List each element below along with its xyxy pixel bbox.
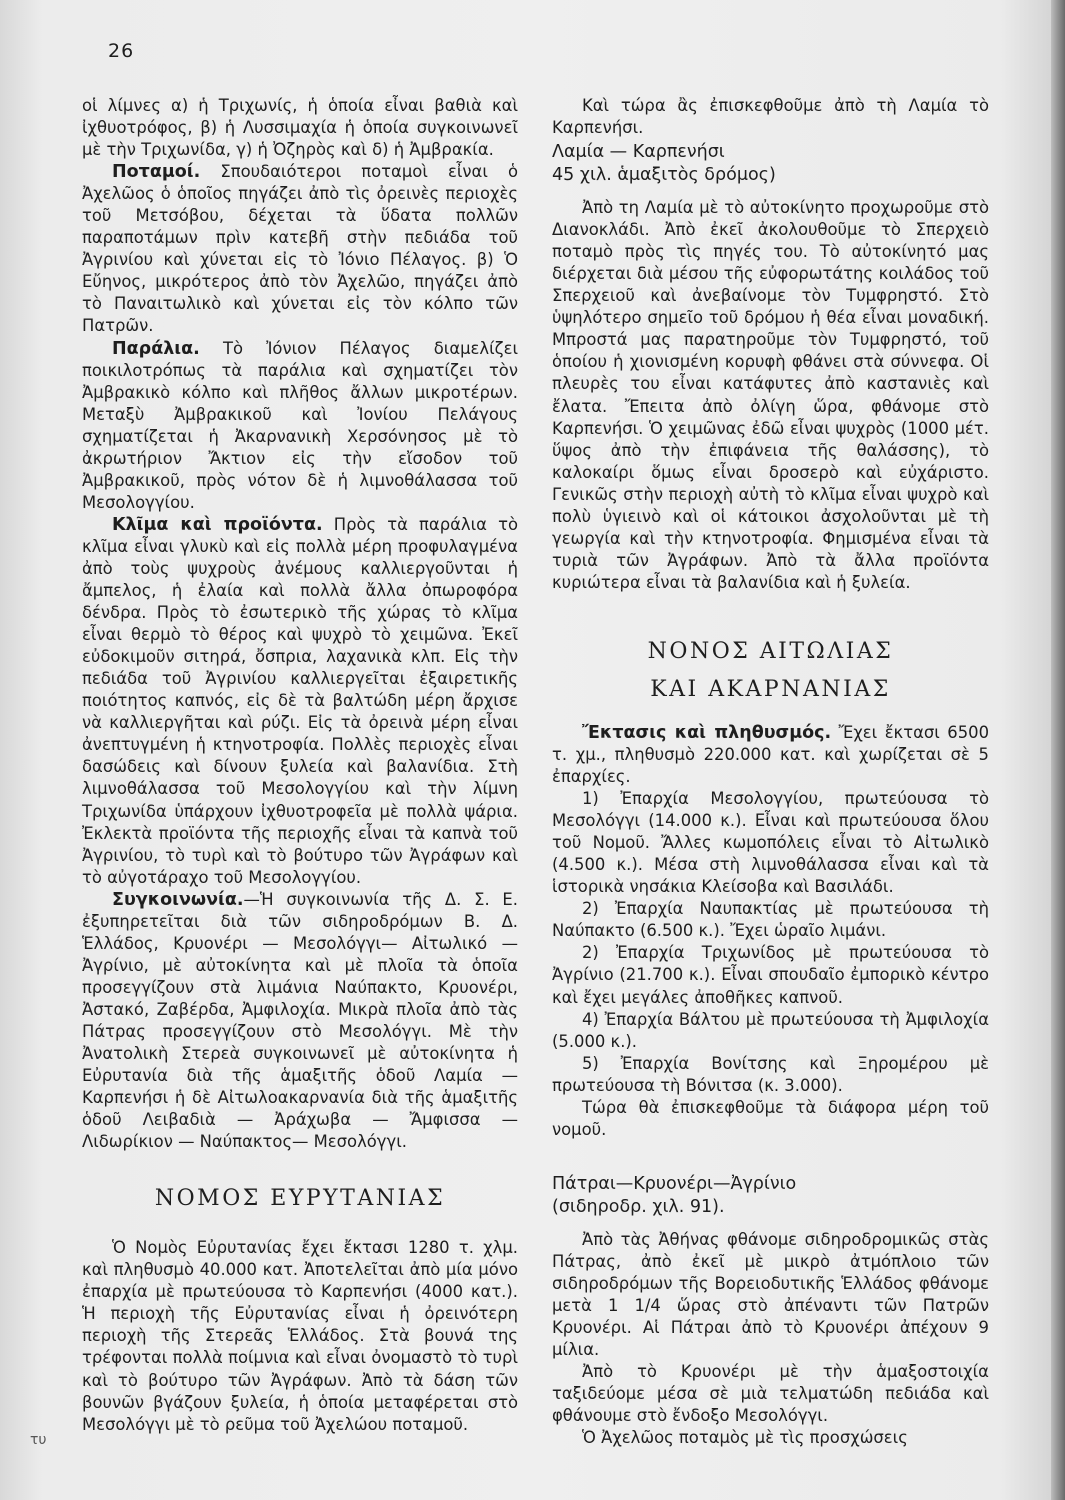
province-vonitsa: 5) Ἐπαρχία Βονίτσης καὶ Ξηρομέρου μὲ πρωτεύουσα τὴ Βόνιτσα (κ. 3.000).	[552, 1053, 989, 1095]
route-patras-agrinio-title: Πάτραι—Κρυονέρι—Ἀγρίνιο	[552, 1173, 797, 1194]
climate-heading: Κλῖμα καὶ προϊόντα.	[112, 514, 323, 535]
right-intro: Καὶ τώρα ἂς ἐπισκεφθοῦμε ἀπὸ τὴ Λαμία τὸ Καρπενήσι.	[552, 96, 989, 138]
province-outro: Τώρα θὰ ἐπισκεφθοῦμε τὰ διάφορα μέρη τοῦ νομοῦ.	[552, 1097, 989, 1139]
rivers-paragraph	[82, 161, 518, 337]
eurytania-paragraph: Ὁ Νομὸς Εὐρυτανίας ἔχει ἔκτασι 1280 τ. χλμ. καὶ πληθυσμὸ 40.000 κατ. Ἀποτελεῖται ἀπὸ μία μόνο ἐπαρχία μὲ πρωτεύουσα τὸ Καρπενήσι (4000 κατ.). Ἡ περιοχὴ τῆς Εὐρυτανίας εἶναι ἡ ὀρεινότερη περιοχὴ τῆς Στερεᾶς Ἑλλάδος. Στὰ βουνά της τρέφονται πολλὰ ποίμνια καὶ εἶναι ὀνομαστὸ τὸ τυρὶ καὶ τὸ βούτυρο τῶν Ἀγράφων. Ἀπὸ τὰ δάση τῶν βουνῶν βγάζουν ξυλεία, ἡ ὁποία μεταφέρεται στὸ Μεσολόγγι μὲ τὸ ρεῦμα τοῦ Ἀχελώου ποταμοῦ.	[82, 1238, 518, 1434]
province-valtos: 4) Ἐπαρχία Βάλτου μὲ πρωτεύουσα τὴ Ἀμφιλοχία (5.000 κ.).	[552, 1009, 989, 1051]
area-paragraph	[552, 722, 989, 788]
route-lamia-karpenisi-text: Ἀπὸ τη Λαμία μὲ τὸ αὐτοκίνητο προχωροῦμε στὸ Διανοκλάδι. Ἀπὸ ἐκεῖ ἀκολουθοῦμε τὸ Σπερχειὸ ποταμὸ πρὸς τὶς πηγές του. Τὸ αὐτοκίνητό μας διέρχεται διὰ μέσου τῆς εὐφορωτάτης κοιλάδος τοῦ Σπερχειοῦ καὶ ἀνεβαίνομε τὸν Τυμφρηστό. Στὸ ὑψηλότερο σημεῖο τοῦ δρόμου ἡ θέα εἶναι μοναδική. Μπροστά μας παρατηροῦμε τὸν Τυμφρηστό, τοῦ ὁποίου ἡ χιονισμένη κορυφὴ φθάνει στὰ σύννεφα. Οἱ πλευρὲς του εἶναι κατάφυτες ἀπὸ καστανιὲς καὶ ἔλατα. Ἔπειτα ἀπὸ ὀλίγη ὥρα, φθάνομε στὸ Καρπενήσι. Ὁ χειμῶνας ἐδῶ εἶναι ψυχρὸς (1000 μέτ. ὕψος ἀπὸ τὴν ἐπιφάνεια τῆς θαλάσσης), τὸ καλοκαίρι ὅμως εἶναι δροσερὸ καὶ εὐχάριστο. Γενικῶς στὴν περιοχὴ αὐτὴ τὸ κλῖμα εἶναι ψυχρὸ καὶ πολὺ ὑγιεινὸ καὶ οἱ κάτοικοι ἀσχολοῦνται μὲ τὴ γεωργία καὶ τὴν κτηνοτροφία. Φημισμένα εἶναι τὰ τυριὰ τῶν Ἀγράφων. Ἀπὸ τὰ ἄλλα προϊόντα κυριώτερα εἶναι τὰ βαλανίδια καὶ ἡ ξυλεία.	[552, 198, 989, 592]
lakes-paragraph: οἱ λίμνες α) ἡ Τριχωνίς, ἡ ὁποία εἶναι βαθιὰ καὶ ἰχθυοτρόφος, β) ἡ Λυσσιμαχία ἡ ὁποία συγκοινωνεῖ μὲ τὴν Τριχωνίδα, γ) ἡ Ὀζηρὸς καὶ δ) ἡ Ἀμβρακία.	[82, 96, 518, 160]
route-patras-agrinio-distance: (σιδηροδρ. χιλ. 91).	[552, 1196, 725, 1217]
coast-heading: Παράλια.	[112, 338, 200, 359]
route-patras-text-2: Ἀπὸ τὸ Κρυονέρι μὲ τὴν ἁμαξοστοιχία ταξιδεύομε μέσα σὲ μιὰ τελματώδη πεδιάδα καὶ φθάνουμε στὸ ἔνδοξο Μεσολόγγι.	[552, 1362, 989, 1426]
section-title-eurytania: ΝΟΜΟΣ ΕΥΡΥΤΑΝΙΑΣ	[154, 1186, 446, 1212]
page-number: 26	[108, 40, 135, 62]
right-column	[552, 95, 989, 1449]
transport-heading: Συγκοινωνία.	[112, 889, 244, 910]
section-title-aitolia-1: ΝΟΝΟΣ ΑΙΤΩΛΙΑΣ	[647, 638, 894, 664]
rivers-text: Σπουδαιότεροι ποταμοὶ εἶναι ὁ Ἀχελῶος ὁ ὁποῖος πηγάζει ἀπὸ τὶς ὀρεινὲς περιοχὲς τοῦ Μετσόβου, δέχεται τὰ ὕδατα πολλῶν παραποτάμων πρὶν κατεβῆ στὴν πεδιάδα τοῦ Ἀγρινίου καὶ χύνεται εἰς τὸ Ἰόνιο Πέλαγος. β) Ὁ Εὔηνος, μικρότερος ἀπὸ τὸν Ἀχελῶο, πηγάζει ἀπὸ τὸ Παναιτωλικὸ καὶ χύνεται εἰς τὸν κόλπο τῶν Πατρῶν.	[82, 162, 518, 336]
section-title-aitolia-2: ΚΑΙ ΑΚΑΡΝΑΝΙΑΣ	[650, 676, 891, 702]
footer-mark: τυ	[30, 1432, 47, 1448]
left-column	[82, 95, 518, 1436]
province-mesolongi: 1) Ἐπαρχία Μεσολογγίου, πρωτεύουσα τὸ Μεσολόγγι (14.000 κ.). Εἶναι καὶ πρωτεύουσα ὅλου τοῦ Νομοῦ. Ἄλλες κωμοπόλεις εἶναι τὸ Αἰτωλικὸ (4.500 κ.). Μέσα στὴ λιμνοθάλασσα εἶναι καὶ τὰ ἱστορικὰ νησάκια Κλείσοβα καὶ Βασιλάδι.	[552, 789, 989, 897]
area-heading: Ἔκτασις καὶ πληθυσμός.	[582, 722, 832, 743]
area-text: Ἔχει ἔκτασι 6500 τ. χμ., πληθυσμὸ 220.000 κατ. καὶ χωρίζεται σὲ 5 ἐπαρχίες.	[552, 722, 990, 787]
province-trichonida: 2) Ἐπαρχία Τριχωνίδος μὲ πρωτεύουσα τὸ Ἀγρίνιο (21.700 κ.). Εἶναι σπουδαῖο ἐμπορικὸ κέντρο καὶ ἔχει μεγάλες ἀποθῆκες καπνοῦ.	[552, 943, 989, 1007]
route-lamia-karpenisi-title: Λαμία — Καρπενήσι	[552, 142, 725, 163]
transport-paragraph	[82, 889, 518, 1154]
coast-paragraph	[82, 338, 518, 514]
route-lamia-karpenisi-distance: 45 χιλ. ἁμαξιτὸς δρόμος)	[552, 165, 776, 186]
route-patras-text-1: Ἀπὸ τὰς Ἀθήνας φθάνομε σιδηροδρομικῶς στὰς Πάτρας, ἀπὸ ἐκεῖ μὲ μικρὸ ἀτμόπλοιο τῶν σιδηροδρόμων τῆς Βορειοδυτικῆς Ἑλλάδος φθάνομε μετὰ 1 1/4 ὥρας στὸ ἀπέναντι τῶν Πατρῶν Κρυονέρι. Αἱ Πάτραι ἀπὸ τὸ Κρυονέρι ἀπέχουν 9 μίλια.	[552, 1229, 989, 1360]
page-edge-shadow	[1051, 0, 1065, 1500]
climate-text: Πρὸς τὰ παράλια τὸ κλῖμα εἶναι γλυκὺ καὶ εἰς πολλὰ μέρη προφυλαγμένα ἀπὸ τοὺς ψυχροὺς ἀνέμους καλλιεργοῦνται ἡ ἄμπελος, ἡ ἐλαία καὶ πολλὰ ἄλλα ὀπωροφόρα δένδρα. Πρὸς τὸ ἐσωτερικὸ τῆς χώρας τὸ κλῖμα εἶναι θερμὸ τὸ θέρος καὶ ψυχρὸ τὸ χειμῶνα. Ἐκεῖ εὐδοκιμοῦν σιτηρά, ὄσπρια, λαχανικὰ κλπ. Εἰς τὴν πεδιάδα τοῦ Ἀγρινίου καλλιεργεῖται ἐξαιρετικῆς ποιότητος καπνός, εἰς δὲ τὰ βαλτώδη μέρη ἄρχισε νὰ καλλιεργῆται καὶ ρύζι. Εἰς τὰ ὀρεινὰ μέρη εἶναι ἀνεπτυγμένη ἡ κτηνοτροφία. Πολλὲς περιοχὲς εἶναι δασώδεις καὶ δίνουν ξυλεία καὶ βαλανίδια. Στὴ λιμνοθάλασσα τοῦ Μεσολογγίου καὶ τὴν λίμνη Τριχωνίδα ὑπάρχουν ἰχθυοτροφεῖα μὲ πολλὰ ψάρια. Ἐκλεκτὰ προϊόντα τῆς περιοχῆς εἶναι τὰ καπνὰ τοῦ Ἀγρινίου, τὸ τυρὶ καὶ τὸ βούτυρο τῶν Ἀγράφων καὶ τὸ αὐγοτάραχο τοῦ Μεσολογγίου.	[82, 514, 518, 887]
rivers-heading: Ποταμοί.	[112, 162, 201, 183]
route-patras-text-3: Ὁ Ἀχελῶος ποταμὸς μὲ τὶς προσχώσεις	[582, 1428, 908, 1448]
coast-text: Τὸ Ἰόνιον Πέλαγος διαμελίζει ποικιλοτρόπως τὰ παράλια καὶ σχηματίζει τὸν Ἀμβρακικὸ κόλπο καὶ πλῆθος ἄλλων μικροτέρων. Μεταξὺ Ἀμβρακικοῦ καὶ Ἰονίου Πελάγους σχηματίζεται ἡ Ἀκαρνανικὴ Χερσόνησος μὲ τὸ ἀκρωτήριον Ἄκτιον εἰς τὴν εἴσοδον τοῦ Ἀμβρακικοῦ, πρὸς νότον δὲ ἡ λιμνοθάλασσα τοῦ Μεσολογγίου.	[82, 338, 518, 512]
transport-text: —Ἡ συγκοινωνία τῆς Δ. Σ. Ε. ἐξυπηρετεῖται διὰ τῶν σιδηροδρόμων Β. Δ. Ἑλλάδος, Κρυονέρι — Μεσολόγγι— Αἰτωλικό —Ἀγρίνιο, μὲ αὐτοκίνητα καὶ μὲ πλοῖα τὰ ὁποῖα προσεγγίζουν στὰ λιμάνια Ναύπακτο, Κρυονέρι, Ἀστακό, Ζαβέρδα, Ἀμφιλοχία. Μικρὰ πλοῖα ἀπὸ τὰς Πάτρας προσεγγίζουν στὸ Μεσολόγγι. Μὲ τὴν Ἀνατολικὴ Στερεὰ συγκοινωνεῖ μὲ αὐτοκίνητα ἡ Εὐρυτανία διὰ τῆς ἁμαξιτῆς ὁδοῦ Λαμία — Καρπενήσι ἡ δὲ Αἰτωλοακαρνανία διὰ τῆς ἁμαξιτῆς ὁδοῦ Λειβαδιὰ — Ἀράχωβα — Ἄμφισσα — Λιδωρίκιον — Ναύπακτος— Μεσολόγγι.	[82, 889, 518, 1152]
province-nafpaktia: 2) Ἐπαρχία Ναυπακτίας μὲ πρωτεύουσα τὴ Ναύπακτο (6.500 κ.). Ἔχει ὡραῖο λιμάνι.	[552, 899, 989, 941]
climate-paragraph	[82, 514, 518, 889]
